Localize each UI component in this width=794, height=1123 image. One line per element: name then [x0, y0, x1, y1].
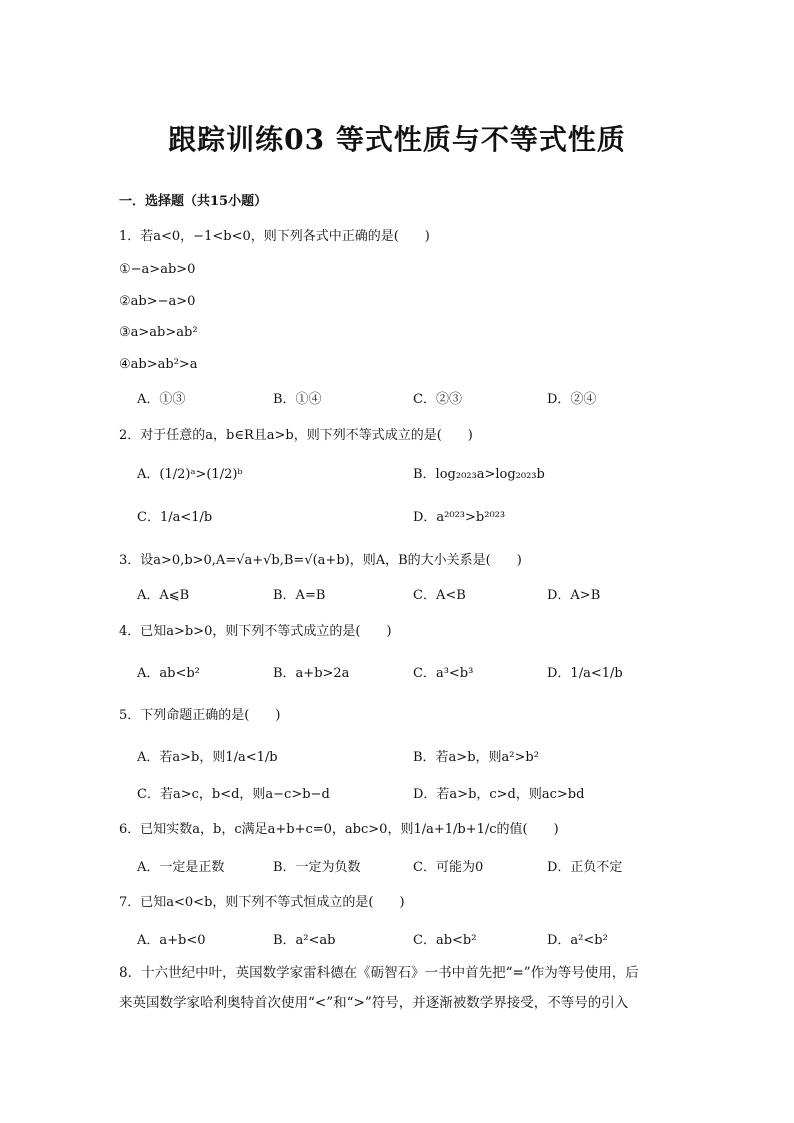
question-5-stem: 5．下列命题正确的是( )	[119, 708, 281, 723]
question-6-option-a: A．一定是正数	[137, 860, 225, 875]
question-2-stem: 2．对于任意的a，b∈R且a>b，则下列不等式成立的是( )	[119, 428, 473, 443]
question-7-stem: 7．已知a<0<b，则下列不等式恒成立的是( )	[119, 895, 405, 910]
section-heading: 一．选择题（共15小题）	[119, 194, 268, 209]
question-1-stem: 1．若a<0，−1<b<0，则下列各式中正确的是( )	[119, 229, 430, 244]
question-4-option-d: D．1/a<1/b	[547, 666, 623, 681]
question-7-option-b: B．a²<ab	[273, 933, 336, 948]
question-6-option-d: D．正负不定	[547, 860, 623, 875]
question-8-line-2: 来英国数学家哈利奥特首次使用“<”和“>”符号，并逐渐被数学界接受，不等号的引入	[119, 995, 629, 1011]
question-5-option-d: D．若a>b，c>d，则ac>bd	[413, 787, 585, 802]
question-7-option-c: C．ab<b²	[413, 933, 477, 948]
question-1-item-4: ④ab>ab²>a	[119, 357, 198, 372]
question-5-option-b: B．若a>b，则a²>b²	[413, 750, 539, 765]
question-5-option-c: C．若a>c，b<d，则a−c>b−d	[137, 787, 330, 802]
question-6-option-c: C．可能为0	[413, 860, 484, 875]
question-1-item-1: ①−a>ab>0	[119, 262, 196, 277]
question-1-option-d: D．②④	[547, 392, 597, 407]
question-1-option-a: A．①③	[137, 392, 186, 407]
question-3-stem: 3．设a>0,b>0,A=√a+√b,B=√(a+b)，则A，B的大小关系是( )	[119, 553, 522, 568]
question-4-option-c: C．a³<b³	[413, 666, 474, 681]
question-3-option-b: B．A=B	[273, 588, 326, 603]
question-1-item-2: ②ab>−a>0	[119, 294, 196, 309]
question-2-option-a: A．(1/2)ᵃ>(1/2)ᵇ	[137, 467, 243, 482]
question-1-item-3: ③a>ab>ab²	[119, 325, 198, 340]
question-2-option-c: C．1/a<1/b	[137, 510, 213, 525]
question-3-option-d: D．A>B	[547, 588, 601, 603]
question-2-option-d: D．a²⁰²³>b²⁰²³	[413, 510, 506, 525]
question-6-option-b: B．一定为负数	[273, 860, 361, 875]
question-7-option-d: D．a²<b²	[547, 933, 608, 948]
question-2-option-b: B．log₂₀₂₃a>log₂₀₂₃b	[413, 467, 545, 482]
question-4-stem: 4．已知a>b>0，则下列不等式成立的是( )	[119, 624, 392, 639]
question-4-option-b: B．a+b>2a	[273, 666, 350, 681]
question-7-option-a: A．a+b<0	[137, 933, 206, 948]
question-4-option-a: A．ab<b²	[137, 666, 200, 681]
question-5-option-a: A．若a>b，则1/a<1/b	[137, 750, 278, 765]
question-1-option-b: B．①④	[273, 392, 322, 407]
question-8-line-1: 8．十六世纪中叶，英国数学家雷科德在《砺智石》一书中首先把“=”作为等号使用，后	[119, 965, 639, 981]
question-6-stem: 6．已知实数a，b，c满足a+b+c=0，abc>0，则1/a+1/b+1/c的值( )	[119, 822, 559, 837]
question-3-option-a: A．A⩽B	[137, 588, 190, 603]
page-title: 跟踪训练03 等式性质与不等式性质	[168, 123, 626, 156]
question-1-option-c: C．②③	[413, 392, 462, 407]
question-3-option-c: C．A<B	[413, 588, 466, 603]
